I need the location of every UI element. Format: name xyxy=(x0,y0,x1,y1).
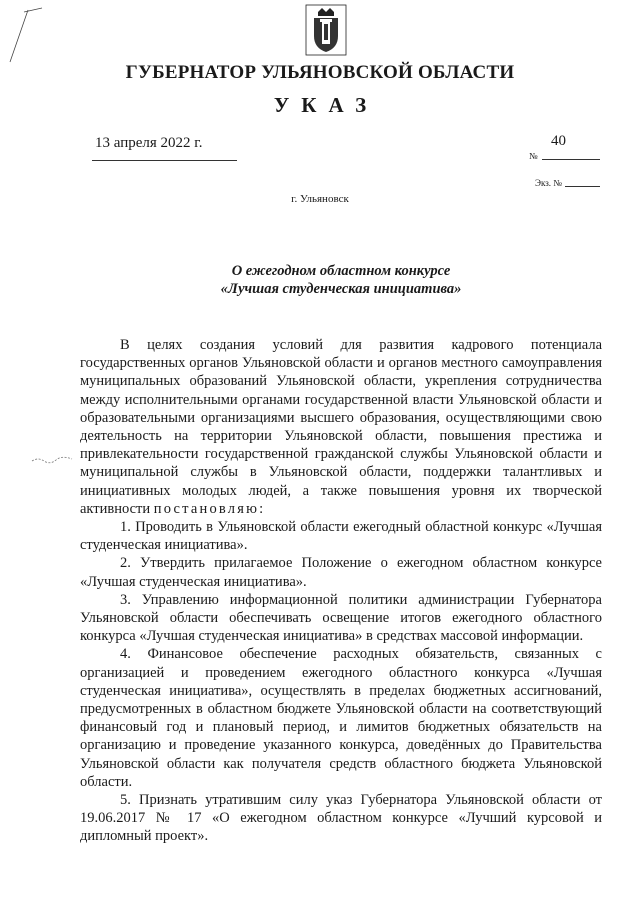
decree-date: 13 апреля 2022 г. xyxy=(95,135,203,151)
decree-body xyxy=(80,336,602,846)
copy-number-label: Экз. № xyxy=(535,178,562,188)
intro-paragraph xyxy=(80,336,602,518)
city-label: г. Ульяновск xyxy=(291,193,349,205)
decree-title xyxy=(80,262,602,298)
authority-heading: ГУБЕРНАТОР УЛЬЯНОВСКОЙ ОБЛАСТИ xyxy=(125,62,515,83)
intro-text: В целях создания условий для развития кадрового потенциала государственных органов Ульяновской области и органов местного самоуправления муниципальных образований Ульяновской области, укрепления сотрудничества между исполнительными органами государственной власти Ульяновской области и образовательными организациями высшего образования, осуществляющими свою деятельность на территории Ульяновской области, повышения престижа и привлекательности государственной гражданской службы Ульяновской области и муниципальной службы в Ульяновской области, поддержки талантливых и инициативных молодых людей, а также повышения уровня их творческой активности xyxy=(80,337,602,517)
number-underline xyxy=(542,159,600,160)
corner-pen-mark xyxy=(6,6,46,66)
decree-word: постановляю: xyxy=(153,500,266,517)
title-line-2: «Лучшая студенческая инициатива» xyxy=(220,281,462,297)
item-paragraph-3: 3. Управлению информационной политики администрации Губернатора Ульяновской области обеспечивать освещение итогов ежегодного областного конкурса «Лучшая студенческая инициатива» в средствах массовой информации. xyxy=(80,591,602,645)
item-paragraph-1: 1. Проводить в Ульяновской области ежегодный областной конкурс «Лучшая студенческая инициатива». xyxy=(80,519,602,554)
copy-number-underline xyxy=(565,186,600,187)
title-line-1: О ежегодном областном конкурсе xyxy=(231,263,451,279)
item-paragraph-2: 2. Утвердить прилагаемое Положение о ежегодном областном конкурсе «Лучшая студенческая инициатива». xyxy=(80,555,602,590)
item-paragraph-5: 5. Признать утратившим силу указ Губернатора Ульяновской области от 19.06.2017 № 17 «О ежегодном областном конкурсе «Лучший курсовой и дипломный проект». xyxy=(80,792,602,845)
date-underline xyxy=(92,160,237,161)
document-type-heading: УКАЗ xyxy=(273,93,379,117)
number-label: № xyxy=(529,151,538,161)
item-paragraph-4: 4. Финансовое обеспечение расходных обязательств, связанных с организацией и проведением ежегодного областного конкурса «Лучшая студенческая инициатива», осуществлять в пределах бюджетных ассигнований, предусмотренных в областном бюджете Ульяновской области на соответствующий финансовый год и плановый период, и лимитов бюджетных обязательств на организацию и проведение указанного конкурса, доведённых до Правительства Ульяновской области как получателя средств областного бюджета Ульяновской области. xyxy=(80,646,602,790)
margin-scribble-mark xyxy=(30,455,74,465)
coat-of-arms-icon xyxy=(304,4,348,56)
decree-number: 40 xyxy=(551,133,566,149)
